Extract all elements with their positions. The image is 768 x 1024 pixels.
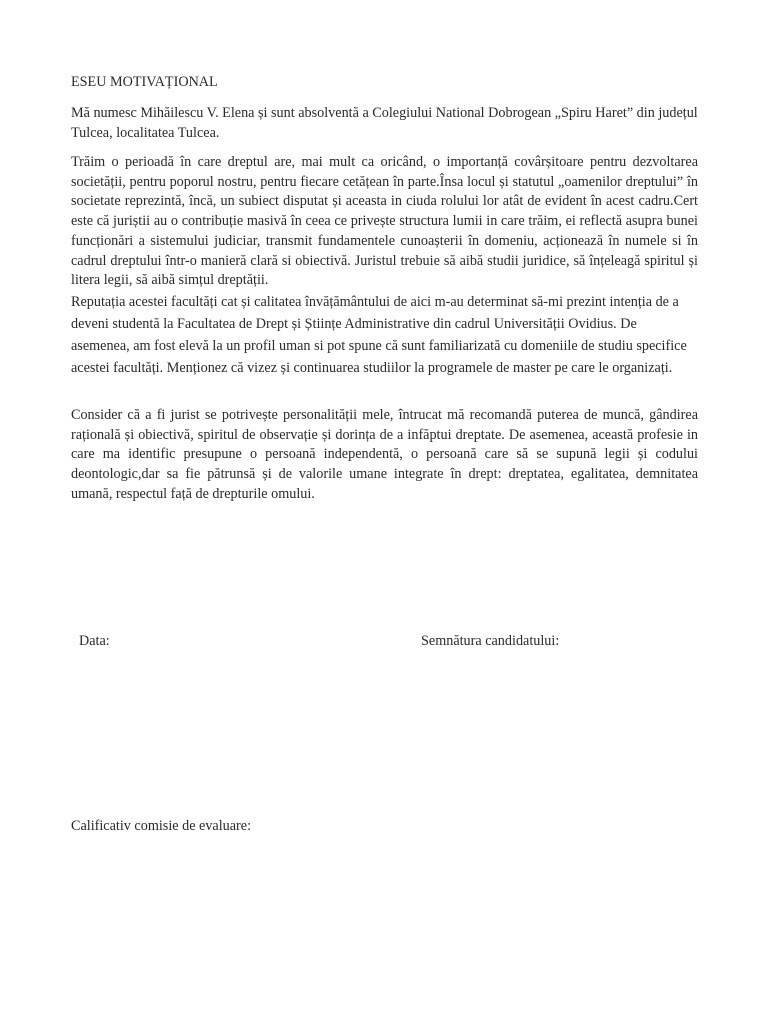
document-title: ESEU MOTIVAȚIONAL	[71, 74, 218, 90]
paragraph-faculty-choice: Reputația acestei facultăți cat și calitatea învățământului de aici m-au determinat să-mi prezint intenția de a deveni studentă la Facultatea de Drept și Științe Administrative din cadrul Universității Ovidius. De asemenea, am fost elevă la un profil uman si pot spune că sunt familiarizată cu domeniile de studiu specifice acestei facultăți. Menționez că vizez și continuarea studiilor la programele de master pe care le organizați.	[71, 294, 687, 376]
evaluation-label: Calificativ comisie de evaluare:	[71, 818, 252, 834]
date-label: Data:	[79, 633, 110, 649]
paragraph-law-importance: Trăim o perioadă în care dreptul are, mai mult ca oricând, o importanță covârșitoare pentru dezvoltarea societății, pentru poporul nostru, pentru fiecare cetățean în parte.Însa locul și statutul „oamenilor dreptului” în societate reprezintă, încă, un subiect disputat și aceasta in ciuda rolului lor atât de evident în acest cadru.Cert este că juriștii au o contribuție masivă în ceea ce privește structura lumii in care trăim, ei reflectă asupra bunei funcționări a sistemului judiciar, transmit fundamentele cunoașterii în domeniu, acționează în numele si în cadrul dreptului într-o manieră clară si obiectivă. Juristul trebuie să aibă studii juridice, să înțeleagă spiritul și litera legii, să aibă simțul dreptății.	[71, 154, 698, 289]
paragraph-personal-fit: Consider că a fi jurist se potrivește personalității mele, întrucat mă recomandă puterea de muncă, gândirea rațională și obiectivă, spiritul de observație și dorința de a infăptui dreptate. De asemenea, această profesie in care ma identific presupune o persoană independentă, o persoană care să se supună legii și codului deontologic,dar sa fie pătrunsă și de valorile umane integrate în drept: dreptatea, egalitatea, demnitatea umană, respectul față de drepturile omului.	[71, 407, 698, 502]
signature-label: Semnătura candidatului:	[421, 633, 560, 649]
paragraph-introduction: Mă numesc Mihăilescu V. Elena și sunt absolventă a Colegiului National Dobrogean „Spiru Haret” din județul Tulcea, localitatea Tulcea.	[71, 105, 698, 141]
